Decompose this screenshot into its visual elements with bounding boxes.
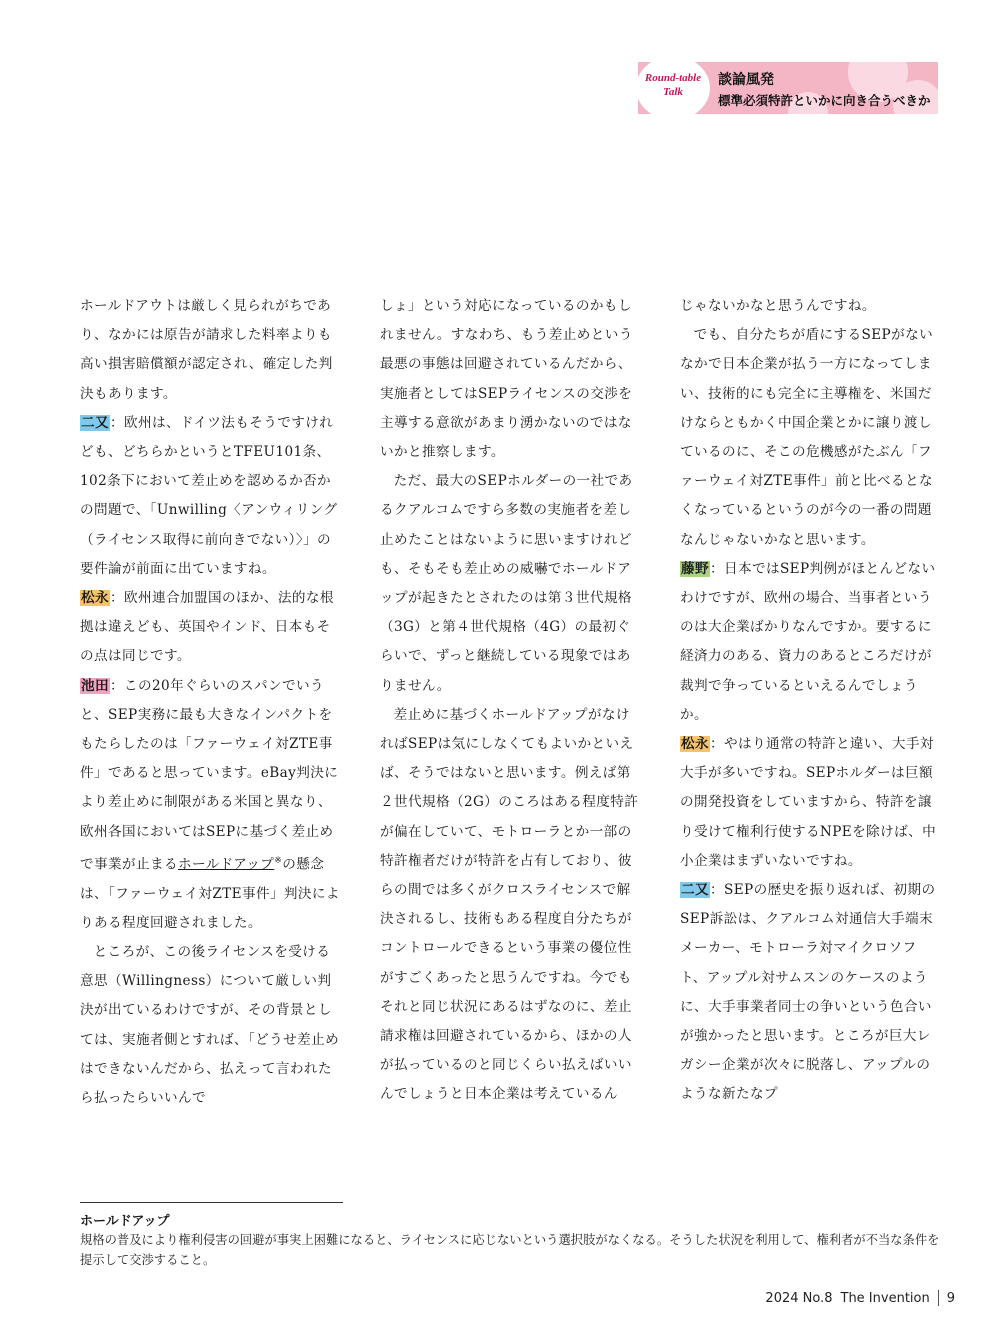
paragraph: ホールドアウトは厳しく見られがちであり、なかには原告が請求した料率よりも高い損害賠償額が認定され、確定した判決もあります。 (80, 298, 333, 402)
page-number: 9 (946, 1290, 955, 1306)
paragraph: でも、自分たちが盾にするSEPがないなかで日本企業が払う一方になってしまい、技術的にも完全に主導権を、米国だけならともかく中国企業とかに譲り渡しているのに、そこの危機感がたぶん「ファーウェイ対ZTE事件」前と比べるとなくなっているというのが今の一番の問題なんじゃないかなと思います。 (680, 327, 934, 548)
paragraph-text: ：やはり通常の特許と違い、大手対大手が多いですね。SEPホルダーは巨額の開発投資をしていますから、特許を譲り受けて権利行使するNPEを除けば、中小企業はまずいないですね。 (680, 736, 937, 869)
paragraph: ところが、この後ライセンスを受ける意思（Willingness）について厳しい判決が出ているわけですが、その背景としては、実施者側とすれば、「どうせ差止めはできないんだから、払えって言われたら払ったらいいんで (80, 944, 340, 1107)
footnote-text: 規格の普及により権利侵害の回避が事実上困難になると、ライセンスに応じないという選択肢がなくなる。そうした状況を利用して、権利者が不当な条件を提示して交渉すること。 (80, 1233, 940, 1267)
page-footer (765, 1290, 955, 1306)
speaker-label: 藤野 (681, 560, 709, 577)
text-column-1 (80, 292, 342, 1113)
magazine-name: The Invention (840, 1290, 930, 1306)
paragraph-text: ：欧州は、ドイツ法もそうですけれども、どちらかというとTFEU101条、102条下において差止めを認めるか否かの問題で、「Unwilling〈アンウィリング（ライセンス取得に前向きでない）〉」の要件論が前面に出ていますね。 (80, 414, 338, 577)
footnote-mark: ※ (274, 855, 283, 866)
paragraph-text: ：SEPの歴史を振り返れば、初期のSEP訴訟は、クアルコム対通信大手端末メーカー、モトローラ対マイクロソフト、アップル対サムスンのケースのように、大手事業者同士の争いという色合いが強かったと思います。ところが巨大レガシー企業が次々に脱落し、アップルのような新たなプ (680, 882, 936, 1103)
paragraph-text: の懸念は、「ファーウェイ対ZTE事件」判決によりある程度回避されました。 (80, 856, 340, 931)
paragraph-text: ：欧州連合加盟国のほか、法的な根拠は違えども、英国やインド、日本もその点は同じです。 (80, 590, 334, 665)
footnote-term-link: ホールドアップ (177, 856, 275, 873)
round-table-badge (638, 62, 710, 114)
section-title: 談論風発 (718, 72, 774, 88)
paragraph: ただ、最大のSEPホルダーの一社であるクアルコムですら多数の実施者を差し止めたことはないように思いますけれども、そもそも差止めの威嚇でホールドアップが起きたとされたのは第３世代規格（3G）と第４世代規格（4G）の最初ぐらいで、ずっと継続している現象ではありません。 (380, 473, 633, 694)
paragraph (80, 584, 342, 672)
paragraph (80, 409, 342, 584)
issue-number: 2024 No.8 (765, 1290, 833, 1306)
paragraph (80, 672, 342, 938)
speaker-label: 二又 (81, 414, 109, 431)
footnote-title: ホールドアップ (80, 1214, 170, 1229)
paragraph (680, 555, 942, 730)
paragraph (680, 876, 942, 1110)
badge-line1: Round-table (644, 72, 702, 84)
paragraph: じゃないかなと思うんですね。 (680, 298, 876, 314)
header-banner (638, 62, 938, 114)
badge-line2: Talk (663, 86, 683, 98)
paragraph: 差止めに基づくホールドアップがなければSEPは気にしなくてもよいかといえば、そうではないと思います。例えば第２世代規格（2G）のころはある程度特許が偏在していて、モトローラとか一部の特許権者だけが特許を占有しており、彼らの間では多くがクロスライセンスで解決されるし、技術もある程度自分たちがコントロールできるという事業の優位性がすごくあったと思うんですね。今でもそれと同じ状況にあるはずなのに、差止請求権は回避されているから、ほかの人が払っているのと同じくらい払えばいいんでしょうと日本企業は考えているん (380, 706, 639, 1103)
section-subtitle: 標準必須特許といかに向き合うべきか (718, 93, 931, 108)
text-column-3 (680, 292, 942, 1110)
footnote-divider (80, 1202, 343, 1203)
paragraph (680, 730, 942, 876)
footer-divider (938, 1290, 939, 1306)
paragraph-text: ：この20年ぐらいのスパンでいうと、SEP実務に最も大きなインパクトをもたらしたのは「ファーウェイ対ZTE事件」であると思っています。eBay判決により差止めに制限がある米国と異なり、欧州各国においてはSEPに基づく差止めで事業が止まる (80, 677, 339, 873)
paragraph-text: ：日本ではSEP判例がほとんどないわけですが、欧州の場合、当事者というのは大企業ばかりなんですか。要するに経済力のある、資力のあるところだけが裁判で争っているといえるんでしょうか。 (680, 560, 936, 723)
text-column-2 (380, 292, 642, 1110)
speaker-label: 松永 (681, 736, 709, 753)
speaker-label: 松永 (81, 590, 109, 607)
speaker-label: 二又 (681, 882, 709, 899)
speaker-label: 池田 (81, 677, 109, 694)
paragraph: しょ」という対応になっているのかもしれません。すなわち、もう差止めという最悪の事態は回避されているんだから、実施者としてはSEPライセンスの交渉を主導する意欲があまり湧かないのではないかと推察します。 (380, 298, 633, 461)
